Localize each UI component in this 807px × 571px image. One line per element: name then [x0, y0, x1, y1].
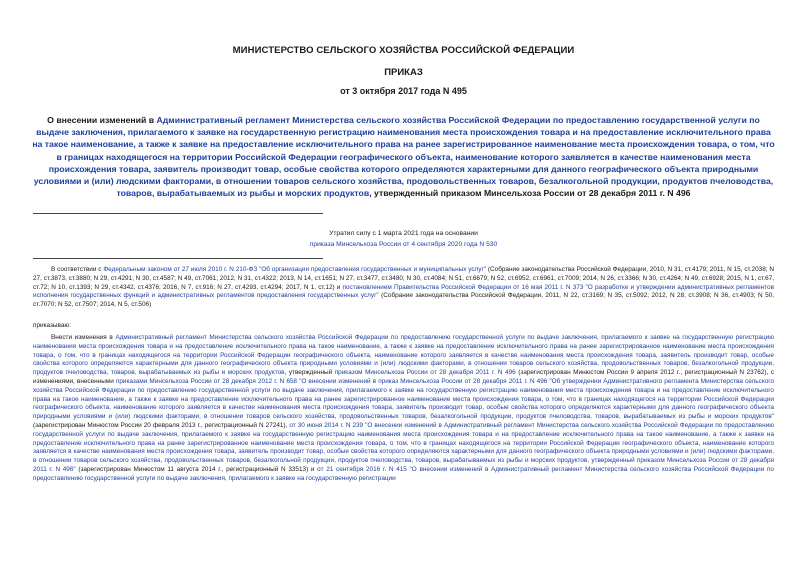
paragraph-order: приказываю:	[33, 322, 71, 329]
order-496-link[interactable]: приказом Минсельхоза России от 28 декабря 2011 г. N 496	[334, 369, 516, 377]
para3-text-4: (зарегистрирован Минюстом России 20 февраля 2013 г., регистрационный N 27241),	[33, 421, 290, 429]
document-date-number: от 3 октября 2017 года N 495	[340, 86, 467, 96]
para1-text-2: (Собрание законодательства Российской Федерации, 2010, N 31, ст.4179; 2011, N 15, ст.2038; N 27, ст.3873, ст.3880; N 29, ст.4291; N 30, ст.4587; N 49, ст.7061; 2012, N 31, ст.4322; 2013, N 14, ст.1651; N 27, ст.3477, ст.3480; N 30, ст.4084; N 51, ст.6679; N 52, ст.6952, ст.6961, ст.7009; 2014, N 26, ст.3366; N 30, ст.4264; N 49, ст.6928; 2015, N 1, ст.67, ст.72; N 10, ст.1393; N 29, ст.4342, ст.4376; 2016, N 7, ст.916; N 27, ст.4293, ст.4294; 2017, N 1, ст.12) и	[33, 266, 774, 291]
regulation-link[interactable]: Административный регламент Министерства сельского хозяйства Российской Федерации по предоставлению государственной услуги по выдаче заключения, прилагаемого к заявке на государственную регистрацию наименования места происхождения товара и на предоставление исключительного права на такое наименование, а также к заявке на предоставление исключительного права на ранее зарегистрированное наименование места происхождения товара, о том, что в границах находящегося на территории Российской Федерации географического объекта, наименование которого заявляется в качестве наименования места происхождения товара, заявитель производит товар, особые свойства которого определяются характерными для данного географического объекта природными условиями и (или) людскими факторами, в отношении товаров сельского хозяйства, продовольственных товаров, безалкогольной продукции, продуктов пчеловодства, товаров, вырабатываемых из рыбы и морских продуктов	[33, 334, 774, 377]
order-658-link[interactable]: приказами Минсельхоза России от 28 декабря 2012 г. N 658 "О внесении изменений в приказ Минсельхоза России от 28 декабря 2011 г. N 496 "Об утверждении Административного регламента Министерства сельского хозяйства Российской Федерации по предоставлению государственной услуги по выдаче заключения, прилагаемого к заявке на государственную регистрацию наименования места происхождения товара и на предоставление исключительного права на такое наименование, а также к заявке на предоставление исключительного права на ранее зарегистрированное наименование места происхождения товара, о том, что в границах находящегося на территории Российской Федерации географического объекта, наименование которого заявляется в качестве наименования места происхождения товара, заявитель производит товар, особые свойства которого определяются характерными для данного географического объекта природными условиями и (или) людскими факторами, в отношении товаров сельского хозяйства, продовольственных товаров, безалкогольной продукции, продуктов пчеловодства, товаров, вырабатываемых из рыбы и морских продуктов"	[33, 377, 774, 421]
title-regulation-link[interactable]: Административный регламент Министерства сельского хозяйства Российской Федерации по предоставлению государственной услуги по выдаче заключения, прилагаемого к заявке на государственную регистрацию наименования места происхождения товара и на предоставление исключительного права на такое наименование, а также к заявке на предоставление исключительного права на ранее зарегистрированное наименование места происхождения товара, о том, что в границах находящегося на территории Российской Федерации географического объекта, наименование которого заявляется в качестве наименования места происхождения товара, заявитель производит товар, особые свойства которого определяются характерными для данного географического объекта природными условиями и (или) людскими факторами, в отношении товаров сельского хозяйства, продовольственных товаров, безалкогольной продукции, продуктов пчеловодства, товаров, вырабатываемых из рыбы и морских продуктов	[32, 115, 775, 199]
paragraph-basis	[33, 266, 774, 310]
document-type: ПРИКАЗ	[384, 67, 423, 78]
order-239-link[interactable]: от 30 июня 2014 г. N 239 "О внесении изменений в Административный регламент Министерства сельского хозяйства Российской Федерации по предоставлению государственной услуги по выдаче заключения, прилагаемого к заявке на государственную регистрацию наименования места происхождения товара и на предоставление исключительного права на такое наименование, а также к заявке на предоставление исключительного права на ранее зарегистрированное наименование места происхождения товара, о том, что в границах находящегося на территории Российской Федерации географического объекта, наименование которого заявляется в качестве наименования места происхождения товара, заявитель производит товар, особые свойства которого определяются характерными для данного географического объекта природными условиями и (или) людскими факторами, в отношении товаров сельского хозяйства, продовольственных товаров, безалкогольной продукции, продуктов пчеловодства, товаров, вырабатываемых из рыбы и морских продуктов, утвержденный приказом Минсельхоза России от 28 декабря 2011 г. N 496"	[33, 421, 774, 473]
title-suffix: , утвержденный приказом Минсельхоза России от 28 декабря 2011 г. N 496	[369, 188, 691, 199]
expiry-order-link[interactable]: приказа Минсельхоза России от 4 сентября 2020 года N 530	[309, 240, 498, 248]
expiry-line: Утратил силу с 1 марта 2021 года на основании	[329, 230, 478, 237]
para3-text-1: Внести изменения в	[51, 334, 116, 341]
para3-text-3: (зарегистрирован Минюстом России 9 апреля 2012 г., регистрационный N 23762), с изменениями, внесенными	[33, 369, 774, 385]
expiry-notice	[0, 229, 807, 250]
title-prefix: О внесении изменений в	[47, 115, 157, 125]
divider-top	[33, 213, 323, 214]
document-title	[32, 114, 775, 199]
order-415-link[interactable]: от 21 сентября 2016 г. N 415 "О внесении изменений в Административный регламент Министерства сельского хозяйства Российской Федерации по предоставлению государственной услуги по выдаче заключения, прилагаемого к заявке на государственную регистрации	[33, 465, 774, 482]
divider-bottom	[33, 258, 323, 259]
ministry-heading: МИНИСТЕРСТВО СЕЛЬСКОГО ХОЗЯЙСТВА РОССИЙСКОЙ ФЕДЕРАЦИИ	[232, 45, 575, 56]
federal-law-link[interactable]: Федеральным законом от 27 июля 2010 г. N 210-ФЗ "Об организации предоставления государственных и муниципальных услуг"	[103, 266, 487, 273]
government-resolution-link[interactable]: постановлением Правительства Российской Федерации от 16 мая 2011 г. N 373 "О разработке и утверждении административных регламентов исполнения государственных функций и административных регламентов предоставления государственных услуг"	[33, 283, 774, 300]
para1-text-3: (Собрание законодательства Российской Федерации, 2011, N 22, ст.3169; N 35, ст.5092; 2012, N 28, ст.3908; N 36, ст.4903; N 50, ст.7070; N 52, ст.7507; 2014, N 5, ст.506)	[33, 292, 774, 309]
para1-text-1: В соответствии с	[51, 266, 104, 273]
paragraph-amendments	[33, 334, 774, 484]
para3-text-5: (зарегистрирован Минюстом 11 августа 2014 г., регистрационный N 33513) и	[75, 465, 318, 473]
para3-text-2: , утвержденный	[284, 369, 335, 377]
